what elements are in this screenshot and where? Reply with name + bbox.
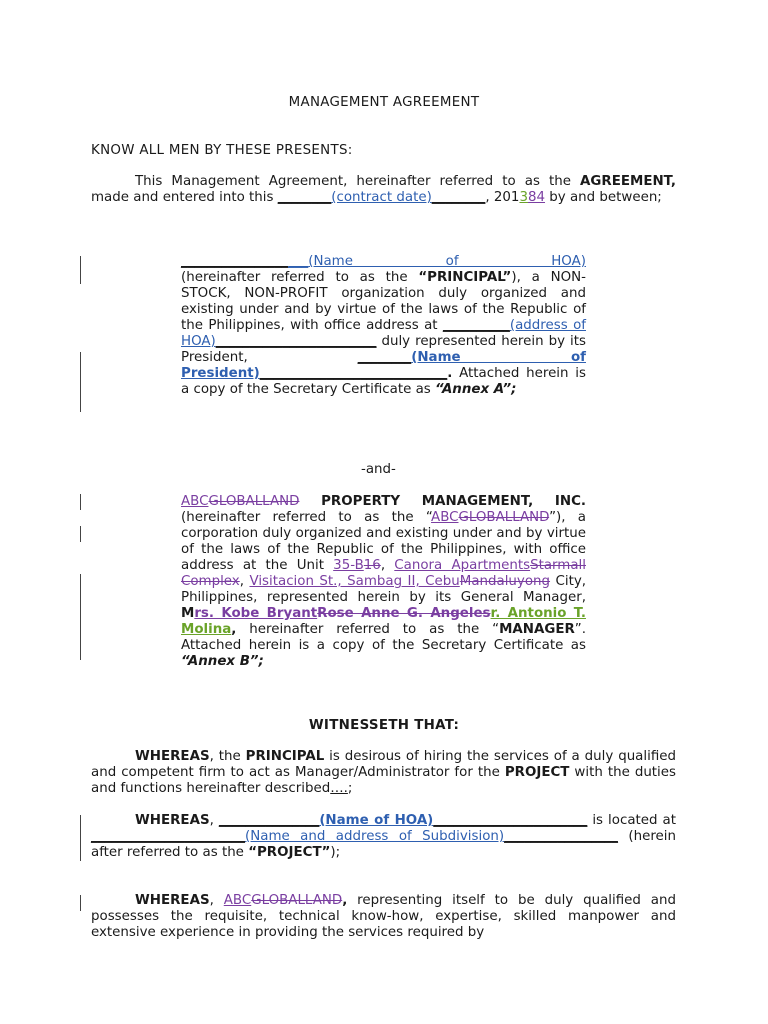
whereas-label: WHEREAS [135, 749, 210, 764]
intro-paragraph [91, 174, 676, 206]
blank-line: _________________ [504, 829, 618, 844]
hoa-address-field[interactable]: (address of HOA) [181, 318, 586, 349]
principal-term: “PRINCIPAL” [418, 270, 512, 285]
globalland-deleted: GLOBALLAND [458, 510, 550, 525]
whereas2-text-3: (herein after referred to as the [91, 829, 676, 860]
blank-line: ___ [288, 254, 309, 269]
comma: , [239, 574, 250, 589]
witnesseth-heading [0, 718, 768, 734]
principal-block [181, 254, 586, 398]
whereas1-text-3: with the duties and functions hereinafter described [91, 765, 676, 796]
intro-text-1: This Management Agreement, hereinafter referred to as the [135, 174, 581, 189]
change-bar [80, 895, 81, 911]
hoa-name-field[interactable]: (Name of HOA) [319, 813, 434, 828]
project-term: “PROJECT” [248, 845, 331, 860]
period: . [447, 366, 453, 381]
change-bar [80, 815, 81, 861]
hoa-name-field[interactable]: (Name of HOA) [308, 254, 586, 269]
principal-text-2: ), a NON-STOCK, NON-PROFIT organization duly organized and existing under and by virtue of the laws of the Republic of the Philippines, with office address at [181, 270, 586, 333]
principal-text-1: (hereinafter referred to as the [181, 270, 419, 285]
dots: …. [330, 781, 348, 796]
change-bar [80, 256, 81, 284]
manager-text-5: hereinafter referred to as the “ [236, 622, 500, 637]
blank-line: ________________ [181, 254, 289, 269]
year-digit-green: 3 [519, 190, 528, 205]
whereas3-text-1: , [209, 893, 224, 908]
whereas1-text-2: is desirous of hiring the services of a duly qualified and competent firm to act as Manager/Administrator for the [91, 749, 676, 780]
annex-b-label: “Annex B”; [181, 654, 264, 669]
gm-name-green: r. Antonio T. Molina [181, 606, 586, 637]
whereas2-text-4: ); [330, 845, 341, 860]
manager-term: MANAGER [499, 622, 575, 637]
starmall-deleted: Starmall Complex [181, 558, 586, 589]
change-bar [80, 352, 81, 412]
whereas2-text-2: is located at [587, 813, 676, 828]
whereas3-text-2: representing itself to be duly qualified and possesses the requisite, technical know-how, expertise, skilled manpower and extensive experience in providing the services required by [91, 893, 676, 940]
whereas-label: WHEREAS [135, 893, 210, 908]
comma: , [231, 622, 237, 637]
whereas-label: WHEREAS [135, 813, 210, 828]
intro-text-3: , 201 [485, 190, 520, 205]
contract-date-field[interactable]: (contract date) [331, 190, 432, 205]
blank-line: ____________________________ [259, 366, 448, 381]
abc-insert: ABC [223, 893, 252, 908]
intro-text-4: by and between; [545, 190, 662, 205]
blank-line: ________ [277, 190, 332, 205]
change-bar [80, 574, 81, 660]
company-name: PROPERTY MANAGEMENT, INC. [299, 494, 586, 509]
manager-block [181, 494, 586, 670]
comma: , [380, 558, 395, 573]
blank-line: _______________ [218, 813, 320, 828]
whereas-clause-1 [91, 749, 676, 797]
unit-insert: 35-B [333, 558, 364, 573]
visitacion-insert: Visitacion St., Sambag II, Cebu [249, 574, 460, 589]
blank-line: ________________________ [215, 334, 377, 349]
manager-text-3: ”), a corporation duly organized and existing under and by virtue of the laws of the Republic of the Philippines, with office address at the Unit [181, 510, 586, 573]
project-term: PROJECT [504, 765, 570, 780]
whereas2-text-1: , [209, 813, 219, 828]
mr-initial: M [181, 606, 195, 621]
blank-line: _______________________ [433, 813, 588, 828]
whereas1-text-4: ; [347, 781, 353, 796]
and-separator: -and- [361, 462, 396, 477]
manager-text-2: (hereinafter referred to as the “ [181, 510, 432, 525]
manager-text-4: City, Philippines, represented herein by its General Manager, [181, 574, 586, 605]
canora-insert: Canora Apartments [394, 558, 531, 573]
gm-name-deleted: Rose Anne G. Angeles [317, 606, 491, 621]
whereas-clause-2 [91, 813, 676, 861]
year-digits-purple: 84 [527, 190, 546, 205]
change-bar [80, 494, 81, 510]
globalland-deleted: GLOBALLAND [208, 494, 300, 509]
blank-line: ________ [431, 190, 486, 205]
abc-insert: ABC [181, 494, 209, 509]
intro-text-2: made and entered into this [91, 190, 278, 205]
blank-line: __________ [442, 318, 510, 333]
globalland-deleted: GLOBALLAND [251, 893, 343, 908]
annex-a-label: “Annex A”; [435, 382, 517, 397]
blank-line: _______________________ [91, 829, 245, 844]
whereas-clause-3 [91, 893, 676, 941]
subdivision-address-field[interactable]: (Name and address of Subdivision) [245, 829, 505, 844]
whereas1-text-1: , the [209, 749, 246, 764]
mandaluyong-deleted: Mandaluyong [459, 574, 551, 589]
manager-text-6: ”. Attached herein is a copy of the Secretary Certificate as [181, 622, 586, 653]
principal-term: PRINCIPAL [245, 749, 325, 764]
blank-line: ________ [357, 350, 412, 365]
president-name-field[interactable]: (Name of President) [181, 350, 586, 381]
principal-text-3: duly represented herein by its President, [181, 334, 586, 365]
document-title: MANAGEMENT AGREEMENT [288, 95, 480, 110]
gm-name-insert: rs. Kobe Bryant [194, 606, 318, 621]
change-bar [80, 526, 81, 542]
witnesseth-text: WITNESSETH THAT: [308, 718, 460, 733]
abc-insert: ABC [431, 510, 459, 525]
know-all-heading: KNOW ALL MEN BY THESE PRESENTS: [91, 143, 353, 158]
unit-deleted: 16 [363, 558, 381, 573]
principal-text-4: Attached herein is a copy of the Secretary Certificate as [181, 366, 586, 397]
comma: , [342, 893, 348, 908]
agreement-term: AGREEMENT, [580, 174, 676, 189]
